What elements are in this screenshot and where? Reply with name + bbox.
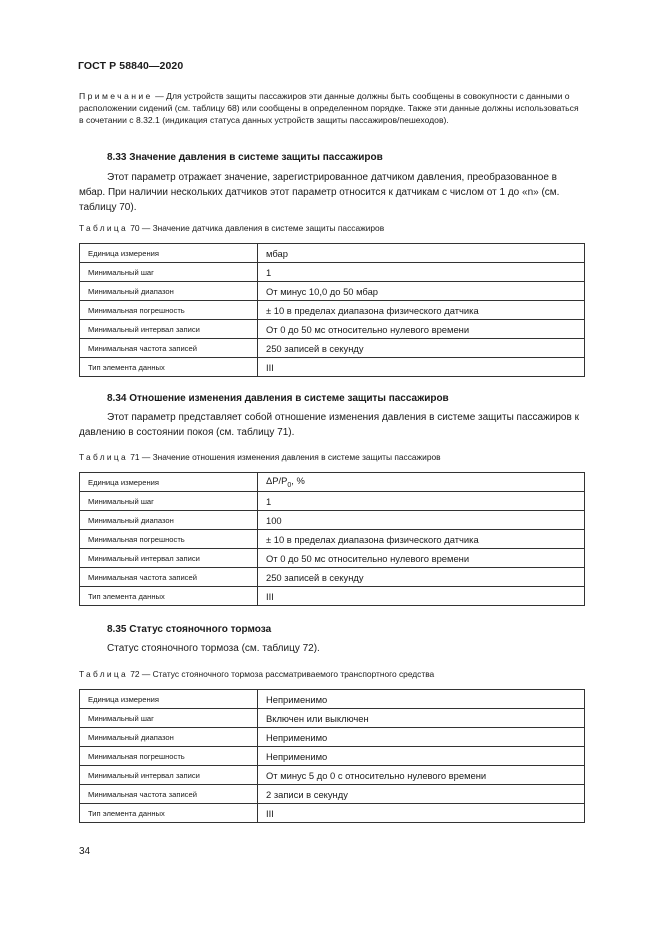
row-key: Минимальный шаг — [80, 492, 258, 511]
row-value: 250 записей в секунду — [258, 339, 585, 358]
row-value: От 0 до 50 мс относительно нулевого времени — [258, 320, 585, 339]
section-paragraph-8-35: Статус стояночного тормоза (см. таблицу 72). — [107, 643, 320, 654]
table-row — [80, 747, 585, 766]
caption-text: 71 — Значение отношения изменения давления в системе защиты пассажиров — [127, 452, 441, 462]
table-row — [80, 568, 585, 587]
table-row — [80, 492, 585, 511]
table-row — [80, 549, 585, 568]
row-key: Минимальный диапазон — [80, 728, 258, 747]
row-key: Минимальный интервал записи — [80, 549, 258, 568]
row-value: III — [258, 804, 585, 823]
row-value: III — [258, 587, 585, 606]
row-value: Неприменимо — [258, 747, 585, 766]
formula-main: ΔP/P — [266, 475, 288, 487]
row-key: Тип элемента данных — [80, 804, 258, 823]
row-key: Минимальный интервал записи — [80, 766, 258, 785]
unit-formula — [258, 473, 585, 492]
row-value: ± 10 в пределах диапазона физического датчика — [258, 530, 585, 549]
note-text: — Для устройств защиты пассажиров эти данные должны быть сообщены в совокупности с данными о расположении сидений (см. таблицу 68) или сообщены в определенном порядке. Также эти данные должны использоваться в сочетании с 8.32.1 (индикация статуса данных устройств защиты пассажиров/пешеходов). — [79, 91, 579, 125]
row-key: Единица измерения — [80, 690, 258, 709]
table-row — [80, 358, 585, 377]
section-paragraph-8-33: Этот параметр отражает значение, зарегистрированное датчиком давления, преобразованное в мбар. При наличии нескольких датчиков этот параметр относится к датчикам с числом от 1 до «n» (см. таблицу 70). — [79, 172, 560, 213]
table-row — [80, 785, 585, 804]
table-row — [80, 473, 585, 492]
row-value: Включен или выключен — [258, 709, 585, 728]
row-key: Минимальная частота записей — [80, 785, 258, 804]
table-row — [80, 690, 585, 709]
document-header: ГОСТ Р 58840—2020 — [78, 60, 184, 72]
table-row — [80, 587, 585, 606]
table-row — [80, 339, 585, 358]
table-row — [80, 728, 585, 747]
caption-text: 72 — Статус стояночного тормоза рассматриваемого транспортного средства — [127, 669, 435, 679]
row-value: III — [258, 358, 585, 377]
row-value: От минус 10,0 до 50 мбар — [258, 282, 585, 301]
row-key: Минимальная погрешность — [80, 747, 258, 766]
caption-text: 70 — Значение датчика давления в системе защиты пассажиров — [127, 223, 385, 233]
section-paragraph-8-34: Этот параметр представляет собой отношение изменения давления в системе защиты пассажиров к давлению в состоянии покоя (см. таблицу 71). — [79, 412, 579, 438]
caption-label: Таблица — [79, 669, 128, 679]
row-key: Минимальная частота записей — [80, 568, 258, 587]
table-row — [80, 709, 585, 728]
row-value: От минус 5 до 0 с относительно нулевого времени — [258, 766, 585, 785]
row-key: Минимальная частота записей — [80, 339, 258, 358]
row-key: Тип элемента данных — [80, 358, 258, 377]
table-caption-71 — [79, 452, 441, 462]
row-key: Тип элемента данных — [80, 587, 258, 606]
page-number: 34 — [79, 846, 91, 857]
table-72 — [79, 689, 585, 823]
table-row — [80, 766, 585, 785]
table-71 — [79, 472, 585, 606]
table-row — [80, 263, 585, 282]
row-value: мбар — [258, 244, 585, 263]
row-value: Неприменимо — [258, 690, 585, 709]
section-heading-8-35: 8.35 Статус стояночного тормоза — [107, 624, 272, 635]
table-row — [80, 804, 585, 823]
table-70 — [79, 243, 585, 377]
row-value: 1 — [258, 492, 585, 511]
table-row — [80, 530, 585, 549]
note — [79, 90, 584, 126]
caption-label: Таблица — [79, 452, 128, 462]
row-value: От 0 до 50 мс относительно нулевого времени — [258, 549, 585, 568]
table-caption-72 — [79, 669, 434, 679]
row-key: Минимальный шаг — [80, 263, 258, 282]
row-key: Минимальный диапазон — [80, 511, 258, 530]
table-row — [80, 244, 585, 263]
row-value: 100 — [258, 511, 585, 530]
row-value: 250 записей в секунду — [258, 568, 585, 587]
section-heading-8-34: 8.34 Отношение изменения давления в системе защиты пассажиров — [107, 393, 449, 404]
formula-subscript: 0 — [287, 481, 292, 489]
formula-suffix: , % — [291, 475, 305, 487]
table-caption-70 — [79, 223, 384, 233]
table-row — [80, 511, 585, 530]
section-heading-8-33: 8.33 Значение давления в системе защиты пассажиров — [107, 152, 383, 163]
row-key: Минимальный диапазон — [80, 282, 258, 301]
row-key: Минимальный интервал записи — [80, 320, 258, 339]
table-row — [80, 282, 585, 301]
row-value: Неприменимо — [258, 728, 585, 747]
row-value: 1 — [258, 263, 585, 282]
table-row — [80, 320, 585, 339]
row-key: Единица измерения — [80, 244, 258, 263]
table-row — [80, 301, 585, 320]
row-key: Минимальная погрешность — [80, 301, 258, 320]
row-value: 2 записи в секунду — [258, 785, 585, 804]
row-key: Минимальная погрешность — [80, 530, 258, 549]
row-key: Минимальный шаг — [80, 709, 258, 728]
caption-label: Таблица — [79, 223, 128, 233]
note-label: Примечание — [79, 91, 153, 101]
row-value: ± 10 в пределах диапазона физического датчика — [258, 301, 585, 320]
row-key: Единица измерения — [80, 473, 258, 492]
